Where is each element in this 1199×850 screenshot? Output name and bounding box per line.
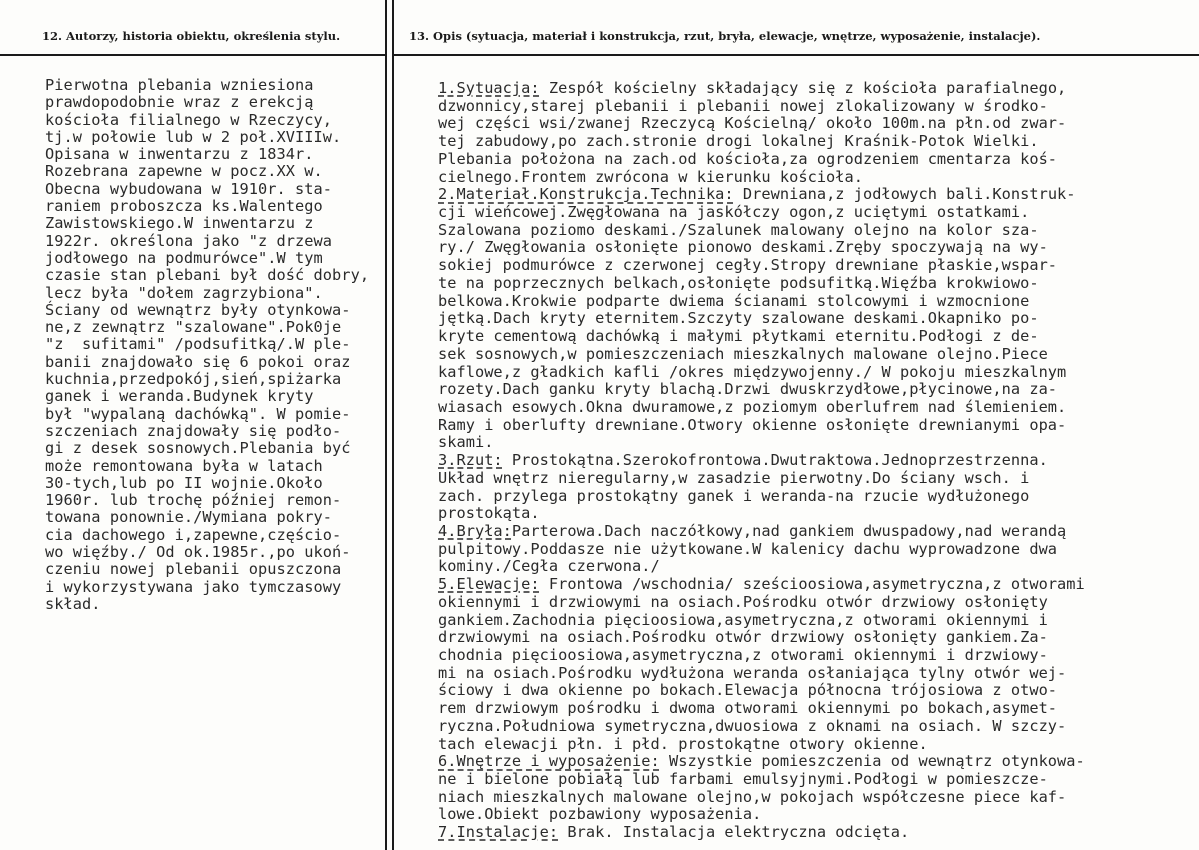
history-text-line: 30-tych,lub po II wojnie.Około xyxy=(45,473,323,492)
description-text-line xyxy=(438,647,1178,665)
description-text: cji wieńcowej.Zwęgłowana na jaskółczy ogon,z uciętymi ostatkami. xyxy=(438,203,1030,222)
history-text-line: ganek i weranda.Budynek kryty xyxy=(45,387,314,406)
history-text-line: prawdopodobnie wraz z erekcją xyxy=(45,93,314,112)
history-text-line: Pierwotna plebania wzniesiona xyxy=(45,76,314,94)
description-text-line xyxy=(438,293,1178,311)
history-text-line: kuchnia,przedpokój,sień,spiżarka xyxy=(45,370,342,389)
description-text-line xyxy=(438,151,1178,169)
description-text-line xyxy=(438,806,1178,824)
description-text-line xyxy=(438,310,1178,328)
description-text: cielnego.Frontem zwrócona w kierunku kościoła. xyxy=(438,167,864,186)
history-text-line: kościoła filialnego w Rzeczycy, xyxy=(45,110,333,129)
description-text-line xyxy=(438,789,1178,807)
section-heading: 1.Sytuacja: xyxy=(438,79,540,97)
description-text: Szalowana poziomo deskami./Szalunek malowany olejno na kolor sza- xyxy=(438,220,1039,239)
history-text-line: jodłowego na podmurówce".W tym xyxy=(45,248,323,267)
history-text-line: "z sufitami" /podsufitką/.W ple- xyxy=(45,335,351,354)
description-text-line xyxy=(438,186,1178,204)
section-heading: 5.Elewacje: xyxy=(438,575,540,594)
description-text: Wszystkie pomieszczenia od wewnątrz otynkowa- xyxy=(659,752,1085,771)
description-text-line xyxy=(438,417,1178,435)
description-text: sek sosnowych,w pomieszczeniach mieszkalnych malowane olejno.Piece xyxy=(438,344,1048,363)
history-text-line: Obecna wybudowana w 1910r. sta- xyxy=(45,179,333,198)
description-text: Zespół kościelny składający się z kościoła parafialnego, xyxy=(539,79,1067,97)
description-text-line xyxy=(438,700,1178,718)
history-text-line: cia dachowego i,zapewne,częścio- xyxy=(45,525,342,544)
column-divider-left xyxy=(385,0,387,850)
description-text-line xyxy=(438,381,1178,399)
description-text-line xyxy=(438,80,1178,98)
description-text-line xyxy=(438,753,1178,771)
description-text-line xyxy=(438,115,1178,133)
description-text: te na poprzecznych belkach,osłonięte podsufitką.Więźba krokwiowo- xyxy=(438,273,1039,292)
description-text: ściowy i dwa okienne po bokach.Elewacja północna trójosiowa z otwo- xyxy=(438,681,1058,700)
header-rule-left xyxy=(0,54,385,56)
history-text-line: 1922r. określona jako "z drzewa xyxy=(45,231,333,250)
description-text-line xyxy=(438,133,1178,151)
description-text: Plebania położona na zach.od kościoła,za ogrodzeniem cmentarza koś- xyxy=(438,149,1058,168)
description-text: okiennymi i drzwiowymi na osiach.Pośrodku otwór drzwiowy osłonięty xyxy=(438,592,1048,611)
description-text-line xyxy=(438,523,1178,541)
description-text: sokiej podmurówce z czerwonej cegły.Stropy drewniane płaskie,wspar- xyxy=(438,256,1058,275)
description-text-line xyxy=(438,541,1178,559)
description-text: mi na osiach.Pośrodku wydłużona weranda osłaniająca tylny otwór wej- xyxy=(438,663,1067,682)
description-text: Prostokątna.Szerokofrontowa.Dwutraktowa.Jednoprzestrzenna. xyxy=(502,451,1048,470)
description-text-line xyxy=(438,98,1178,116)
description-text: rozety.Dach ganku kryty blachą.Drzwi dwuskrzydłowe,płycinowe,na za- xyxy=(438,380,1058,399)
description-text-line xyxy=(438,434,1178,452)
section-heading: 4.Bryła: xyxy=(438,521,512,540)
description-text: chodnia pięcioosiowa,asymetryczna,z otworami okiennymi i drzwiowy- xyxy=(438,646,1048,664)
section-heading: 3.Rzut: xyxy=(438,451,503,470)
history-text-line: Rozebrana zapewne w pocz.XX w. xyxy=(45,162,323,181)
description-text: jętką.Dach kryty eternitem.Szczyty szalowane deskami.Okapniko po- xyxy=(438,309,1039,328)
section-heading: 7.Instalacje: xyxy=(438,823,559,842)
description-text: Ramy i oberlufty drewniane.Otwory okienne osłonięte drewnianymi opa- xyxy=(438,415,1067,434)
description-text-line xyxy=(438,771,1178,789)
history-text-line: czeniu nowej plebanii opuszczona xyxy=(45,560,342,579)
history-text-line: czasie stan plebani był dość dobry, xyxy=(45,266,370,285)
description-text: dzwonnicy,starej plebanii i plebanii nowej zlokalizowany w środko- xyxy=(438,96,1048,115)
history-text-column xyxy=(45,77,385,613)
description-text-column xyxy=(438,80,1178,842)
description-text: tach elewacji płn. i płd. prostokątne otwory okienne. xyxy=(438,734,928,753)
history-text-line: gi z desek sosnowych.Plebania być xyxy=(45,439,351,458)
history-text-line: tj.w połowie lub w 2 poł.XVIIIw. xyxy=(45,127,342,146)
description-text-line xyxy=(438,364,1178,382)
description-text: Parterowa.Dach naczółkowy,nad gankiem dwuspadowy,nad werandą xyxy=(511,521,1067,540)
description-text-line xyxy=(438,824,1178,842)
description-text-line xyxy=(438,169,1178,187)
description-text-line xyxy=(438,736,1178,754)
history-text-line: skład. xyxy=(45,594,101,613)
description-text: lowe.Obiekt pozbawiony wyposażenia. xyxy=(438,805,762,824)
description-text: ryczna.Południowa symetryczna,dwuosiowa z oknami na osiach. W szczy- xyxy=(438,716,1067,735)
description-text: kaflowe,z gładkich kafli /okres międzywojenny./ W pokoju mieszkalnym xyxy=(438,362,1067,381)
history-text-line: może remontowana była w latach xyxy=(45,456,323,475)
description-text-line xyxy=(438,399,1178,417)
description-text-line xyxy=(438,629,1178,647)
description-text: rem drzwiowym pośrodku i dwoma otworami okiennymi po bokach,asymet- xyxy=(438,699,1058,718)
description-text: zach. przylega prostokątny ganek i weranda-na rzucie wydłużonego xyxy=(438,486,1030,505)
history-text-line: ne,z zewnątrz "szalowane".Pok0je xyxy=(45,318,342,337)
description-text: pulpitowy.Poddasze nie użytkowane.W kalenicy dachu wyprowadzone dwa xyxy=(438,539,1058,558)
description-text-line xyxy=(438,452,1178,470)
description-text: gankiem.Zachodnia pięcioosiowa,asymetryczna,z otworami okiennymi i xyxy=(438,610,1048,629)
history-text-line: raniem proboszcza ks.Walentego xyxy=(45,197,323,216)
header-rule-right xyxy=(392,54,1199,56)
description-text: wej części wsi/zwanej Rzeczycą Kościelną/ około 100m.na płn.od zwar- xyxy=(438,114,1067,133)
description-text-line xyxy=(438,239,1178,257)
history-text-line: był "wypalaną dachówką". W pomie- xyxy=(45,404,351,423)
description-text-line xyxy=(438,204,1178,222)
description-text-line xyxy=(438,275,1178,293)
description-text-line xyxy=(438,488,1178,506)
description-text: skami. xyxy=(438,433,494,452)
history-text-line: Opisana w inwentarzu z 1834r. xyxy=(45,145,314,164)
description-text: tej zabudowy,po zach.stronie drogi lokalnej Kraśnik-Potok Wielki. xyxy=(438,132,1039,151)
history-text-line: 1960r. lub trochę później remon- xyxy=(45,491,342,510)
description-text: Frontowa /wschodnia/ sześcioosiowa,asymetryczna,z otworami xyxy=(539,575,1085,594)
section-heading: 2.Materiał.Konstrukcja.Technika: xyxy=(438,185,734,204)
description-text: Brak. Instalacja elektryczna odcięta. xyxy=(558,823,910,842)
section-heading: 6.Wnętrze i wyposażenie: xyxy=(438,752,660,771)
description-text-line xyxy=(438,328,1178,346)
description-text: belkowa.Krokwie podparte dwiema ścianami stolcowymi i wzmocnione xyxy=(438,291,1030,310)
description-text: ne i bielone pobiałą lub farbami emulsyjnymi.Podłogi w pomieszcze- xyxy=(438,770,1048,789)
description-text-line xyxy=(438,665,1178,683)
description-text: Drewniana,z jodłowych bali.Konstruk- xyxy=(733,185,1076,204)
description-text-line xyxy=(438,257,1178,275)
description-text-line xyxy=(438,718,1178,736)
history-text-line: Zawistowskiego.W inwentarzu z xyxy=(45,214,314,233)
description-text: ry./ Zwęgłowania osłonięte pionowo deskami.Zręby spoczywają na wy- xyxy=(438,238,1048,257)
history-text-line: banii znajdowało się 6 pokoi oraz xyxy=(45,352,351,371)
history-text-line: i wykorzystywana jako tymczasowy xyxy=(45,577,342,596)
description-text-line xyxy=(438,594,1178,612)
section-13-header: 13. Opis (sytuacja, materiał i konstrukcja, rzut, bryła, elewacje, wnętrze, wyposażenie, instalacje). xyxy=(409,29,1041,43)
description-text-line xyxy=(438,612,1178,630)
section-12-header: 12. Autorzy, historia obiektu, określenia stylu. xyxy=(42,29,341,43)
history-text-line: lecz była "dołem zagrzybiona". xyxy=(45,283,323,302)
history-text-line: Ściany od wewnątrz były otynkowa- xyxy=(45,300,351,319)
history-text-line: szczeniach znajdowały się podło- xyxy=(45,421,342,440)
description-text-line xyxy=(438,470,1178,488)
description-text-line xyxy=(438,346,1178,364)
description-text: kryte cementową dachówką i małymi płytkami eternitu.Podłogi z de- xyxy=(438,327,1039,346)
history-text-line: towana ponownie./Wymiana pokry- xyxy=(45,508,333,527)
description-text: niach mieszkalnych malowane olejno,w pokojach współczesne piece kaf- xyxy=(438,787,1067,806)
description-text: kominy./Cegła czerwona./ xyxy=(438,557,660,576)
description-text: wiasach esowych.Okna dwuramowe,z poziomym oberlufrem nad ślemieniem. xyxy=(438,397,1067,416)
description-text: drzwiowymi na osiach.Pośrodku otwór drzwiowy osłonięty gankiem.Za- xyxy=(438,628,1048,647)
description-text-line xyxy=(438,558,1178,576)
description-text-line xyxy=(438,682,1178,700)
description-text: prostokąta. xyxy=(438,504,540,523)
description-text-line xyxy=(438,505,1178,523)
description-text-line xyxy=(438,576,1178,594)
description-text: Układ wnętrz nieregularny,w zasadzie pierwotny.Do ściany wsch. i xyxy=(438,468,1030,487)
description-text-line xyxy=(438,222,1178,240)
column-divider-right xyxy=(392,0,394,850)
history-text-line: wo więźby./ Od ok.1985r.,po ukoń- xyxy=(45,543,351,562)
